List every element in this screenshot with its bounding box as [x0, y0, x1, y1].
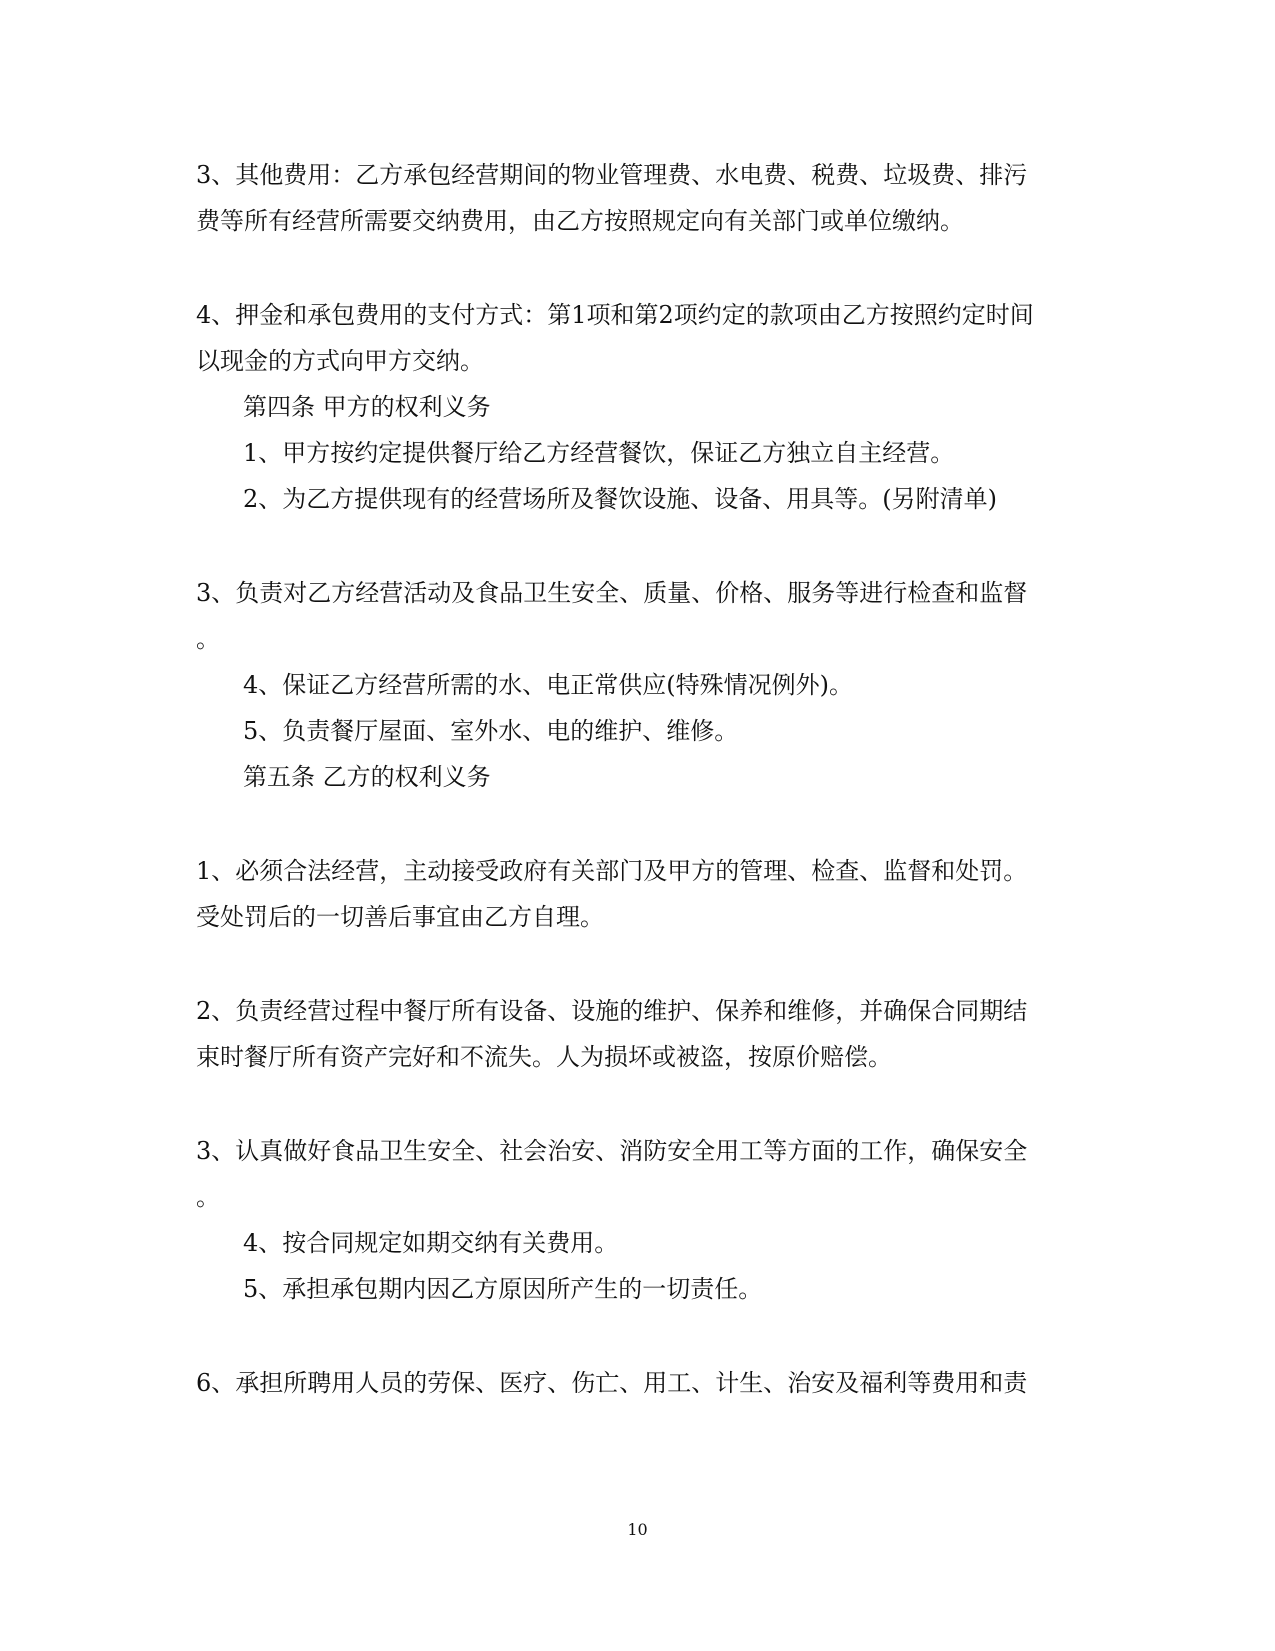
- paragraph-line: 费等所有经营所需要交纳费用，由乙方按照规定向有关部门或单位缴纳。: [196, 207, 964, 235]
- section-heading: 第五条 乙方的权利义务: [243, 763, 491, 791]
- paragraph-line: 3、认真做好食品卫生安全、社会治安、消防安全用工等方面的工作，确保安全: [196, 1137, 1028, 1165]
- paragraph-line: 。: [196, 1183, 220, 1211]
- paragraph-line: 5、承担承包期内因乙方原因所产生的一切责任。: [243, 1275, 763, 1303]
- page-number: 10: [627, 1520, 648, 1539]
- paragraph-line: 1、甲方按约定提供餐厅给乙方经营餐饮，保证乙方独立自主经营。: [243, 439, 955, 467]
- paragraph-line: 5、负责餐厅屋面、室外水、电的维护、维修。: [243, 717, 739, 745]
- paragraph-line: 1、必须合法经营，主动接受政府有关部门及甲方的管理、检查、监督和处罚。: [196, 857, 1028, 885]
- paragraph-line: 束时餐厅所有资产完好和不流失。人为损坏或被盗，按原价赔偿。: [196, 1043, 892, 1071]
- paragraph-line: 2、为乙方提供现有的经营场所及餐饮设施、设备、用具等。(另附清单): [243, 485, 997, 513]
- section-heading: 第四条 甲方的权利义务: [243, 393, 491, 421]
- paragraph-line: 3、其他费用：乙方承包经营期间的物业管理费、水电费、税费、垃圾费、排污: [196, 161, 1028, 189]
- paragraph-line: 4、保证乙方经营所需的水、电正常供应(特殊情况例外)。: [243, 671, 853, 699]
- paragraph-line: 2、负责经营过程中餐厅所有设备、设施的维护、保养和维修，并确保合同期结: [196, 997, 1028, 1025]
- paragraph-line: 。: [196, 625, 220, 653]
- paragraph-line: 3、负责对乙方经营活动及食品卫生安全、质量、价格、服务等进行检查和监督: [196, 579, 1028, 607]
- paragraph-line: 6、承担所聘用人员的劳保、医疗、伤亡、用工、计生、治安及福利等费用和责: [196, 1369, 1028, 1397]
- paragraph-line: 以现金的方式向甲方交纳。: [196, 347, 484, 375]
- paragraph-line: 4、押金和承包费用的支付方式：第1项和第2项约定的款项由乙方按照约定时间: [196, 301, 1034, 329]
- paragraph-line: 4、按合同规定如期交纳有关费用。: [243, 1229, 619, 1257]
- paragraph-line: 受处罚后的一切善后事宜由乙方自理。: [196, 903, 604, 931]
